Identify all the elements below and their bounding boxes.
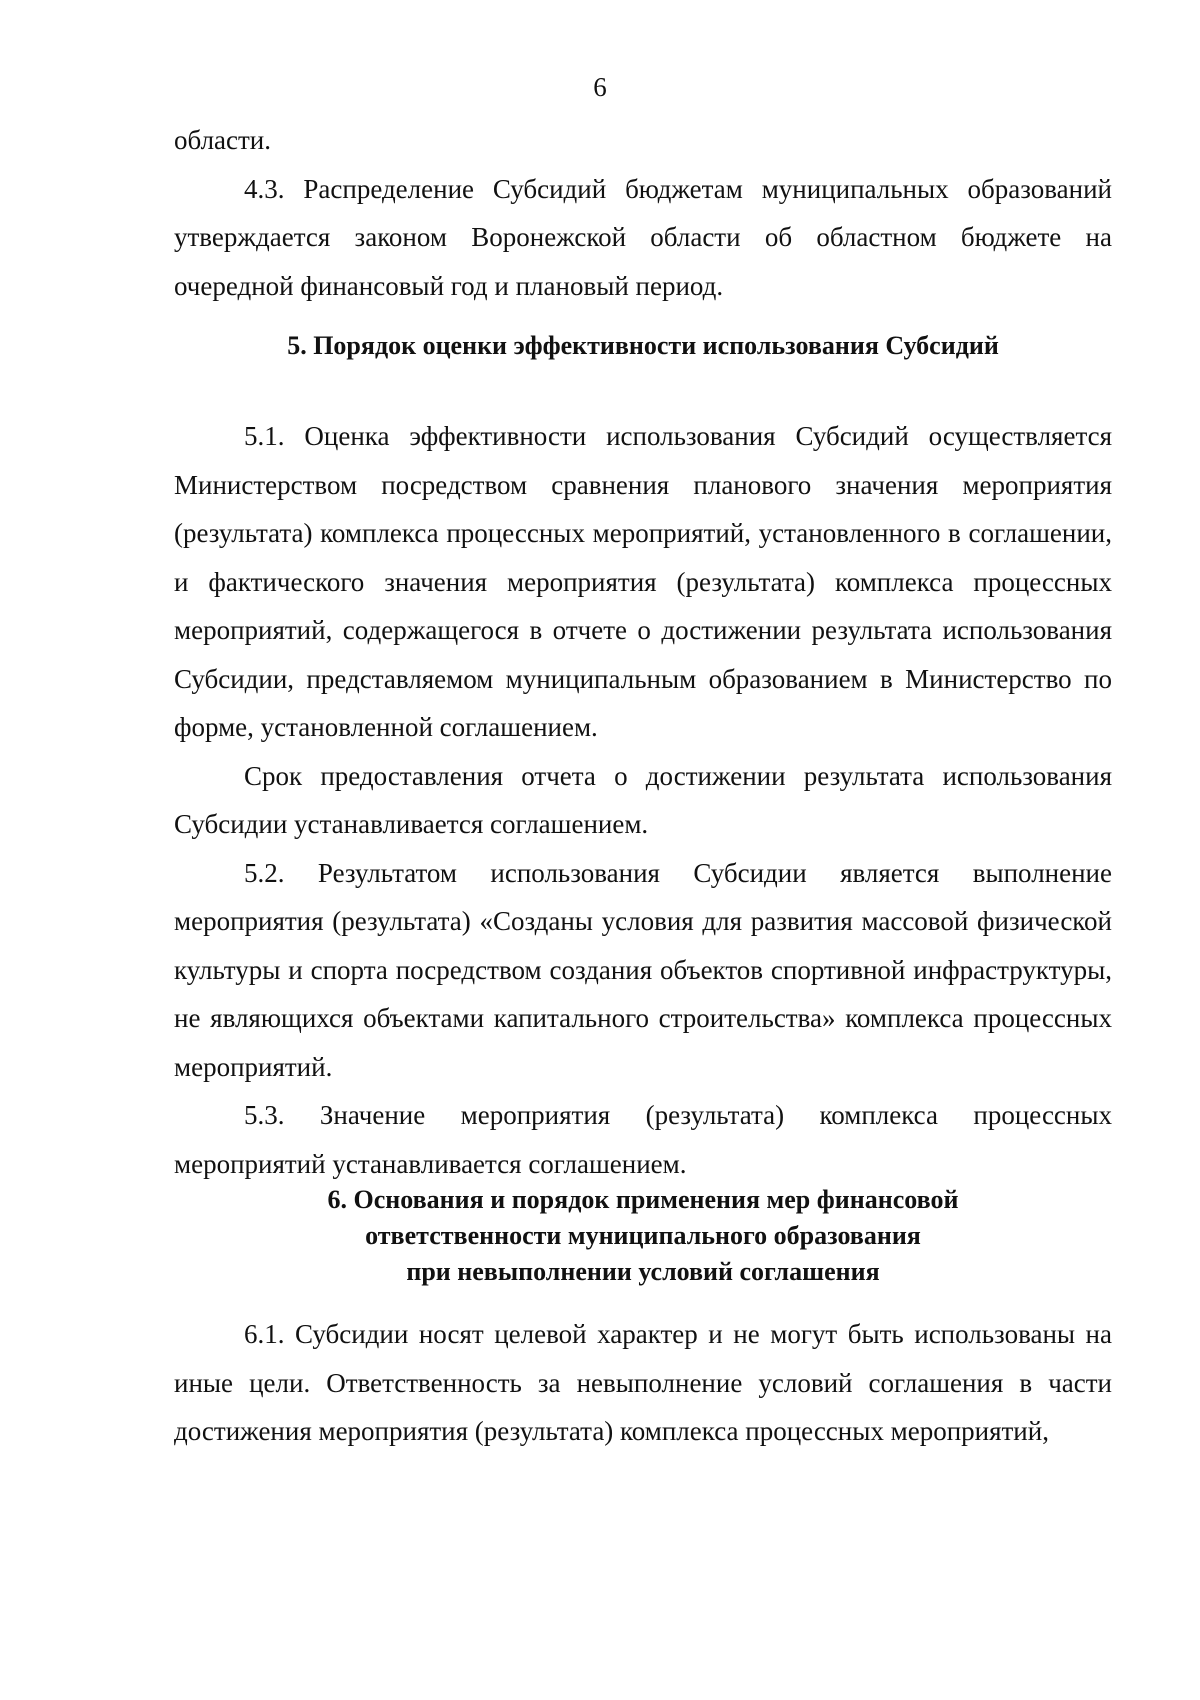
text-block-section5 (174, 412, 1112, 1188)
text-block-section4 (174, 116, 1112, 310)
paragraph-5-3: 5.3. Значение мероприятия (результата) комплекса процессных мероприятий устанавливается соглашением. (174, 1100, 1112, 1179)
section-6-heading-line: 6. Основания и порядок применения мер финансовой (327, 1185, 959, 1214)
paragraph-6-1: 6.1. Субсидии носят целевой характер и не могут быть использованы на иные цели. Ответственность за невыполнение условий соглашения в части достижения мероприятия (результата) комплекса процессных мероприятий, (174, 1319, 1112, 1446)
paragraph-5-1: 5.1. Оценка эффективности использования Субсидий осуществляется Министерством посредством сравнения планового значения мероприятия (результата) комплекса процессных мероприятий, установленного в соглашении, и фактического значения мероприятия (результата) комплекса процессных мероприятий, содержащегося в отчете о достижении результата использования Субсидии, представляемом муниципальным образованием в Министерство по форме, установленной соглашением. (174, 421, 1112, 742)
section-5-heading-text: 5. Порядок оценки эффективности использования Субсидий (287, 331, 999, 360)
paragraph-5-2: 5.2. Результатом использования Субсидии является выполнение мероприятия (результата) «Созданы условия для развития массовой физической культуры и спорта посредством создания объектов спортивной инфраструктуры, не являющихся объектами капитального строительства» комплекса процессных мероприятий. (174, 857, 1112, 1082)
section-5-heading (174, 328, 1112, 364)
paragraph-deadline: Срок предоставления отчета о достижении результата использования Субсидии устанавливается соглашением. (174, 760, 1112, 839)
section-6-heading-line: при невыполнении условий соглашения (406, 1257, 880, 1286)
section-6-heading (174, 1182, 1112, 1290)
continuation-text: области. (174, 125, 272, 155)
section-6-heading-line: ответственности муниципального образования (365, 1221, 921, 1250)
page-number: 6 (593, 72, 607, 102)
paragraph-4-3: 4.3. Распределение Субсидий бюджетам муниципальных образований утверждается законом Воронежской области об областном бюджете на очередной финансовый год и плановый период. (174, 173, 1112, 301)
text-block-section6 (174, 1310, 1112, 1456)
